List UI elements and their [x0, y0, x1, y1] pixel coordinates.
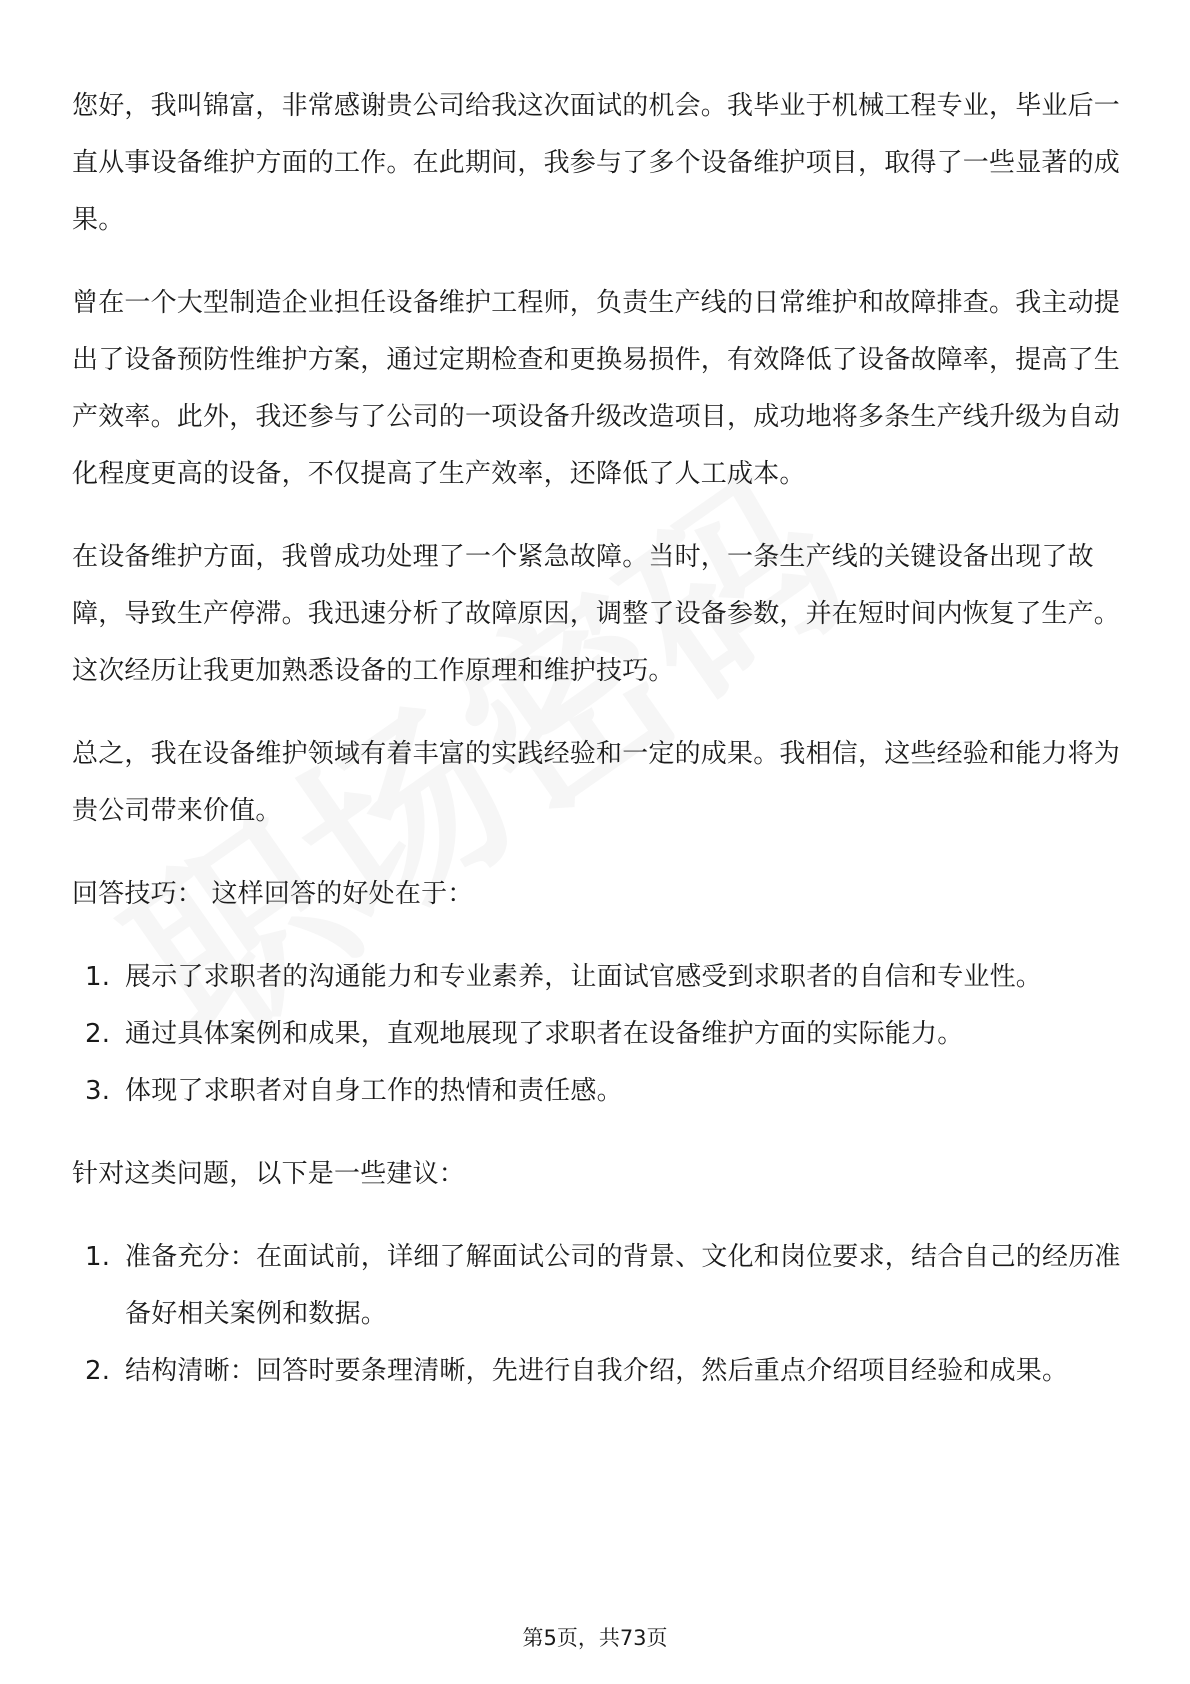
list-item	[72, 1343, 1122, 1400]
paragraph-emergency: 在设备维护方面，我曾成功处理了一个紧急故障。当时，一条生产线的关键设备出现了故障，导致生产停滞。我迅速分析了故障原因，调整了设备参数，并在短时间内恢复了生产。这次经历让我更加熟悉设备的工作原理和维护技巧。	[72, 542, 1121, 686]
tips-list	[72, 949, 1122, 1120]
paragraph-experience: 曾在一个大型制造企业担任设备维护工程师，负责生产线的日常维护和故障排查。我主动提出了设备预防性维护方案，通过定期检查和更换易损件，有效降低了设备故障率，提高了生产效率。此外，我还参与了公司的一项设备升级改造项目，成功地将多条生产线升级为自动化程度更高的设备，不仅提高了生产效率，还降低了人工成本。	[72, 288, 1121, 489]
list-item	[72, 1006, 1122, 1063]
list-number: 1.	[85, 962, 111, 992]
list-item-text: 通过具体案例和成果，直观地展现了求职者在设备维护方面的实际能力。	[125, 1019, 964, 1049]
list-number: 2.	[85, 1019, 111, 1049]
list-number: 2.	[85, 1356, 111, 1386]
advice-heading: 针对这类问题，以下是一些建议：	[72, 1159, 466, 1189]
list-number: 3.	[85, 1076, 111, 1106]
list-item-text: 准备充分：在面试前，详细了解面试公司的背景、文化和岗位要求，结合自己的经历准备好相关案例和数据。	[125, 1242, 1121, 1329]
paragraph-summary: 总之，我在设备维护领域有着丰富的实践经验和一定的成果。我相信，这些经验和能力将为贵公司带来价值。	[72, 739, 1121, 826]
advice-list	[72, 1229, 1122, 1400]
list-item	[72, 1229, 1122, 1343]
list-item	[72, 949, 1122, 1006]
page-footer: 第5页，共73页	[522, 1626, 668, 1650]
paragraph-intro: 您好，我叫锦富，非常感谢贵公司给我这次面试的机会。我毕业于机械工程专业，毕业后一直从事设备维护方面的工作。在此期间，我参与了多个设备维护项目，取得了一些显著的成果。	[72, 91, 1121, 235]
document-body	[72, 78, 1122, 1426]
list-item-text: 体现了求职者对自身工作的热情和责任感。	[125, 1076, 623, 1106]
list-item-text: 展示了求职者的沟通能力和专业素养，让面试官感受到求职者的自信和专业性。	[125, 962, 1043, 992]
list-item-text: 结构清晰：回答时要条理清晰，先进行自我介绍，然后重点介绍项目经验和成果。	[125, 1356, 1069, 1386]
list-number: 1.	[85, 1242, 111, 1272]
tips-heading: 回答技巧： 这样回答的好处在于：	[72, 879, 474, 909]
list-item	[72, 1063, 1122, 1120]
